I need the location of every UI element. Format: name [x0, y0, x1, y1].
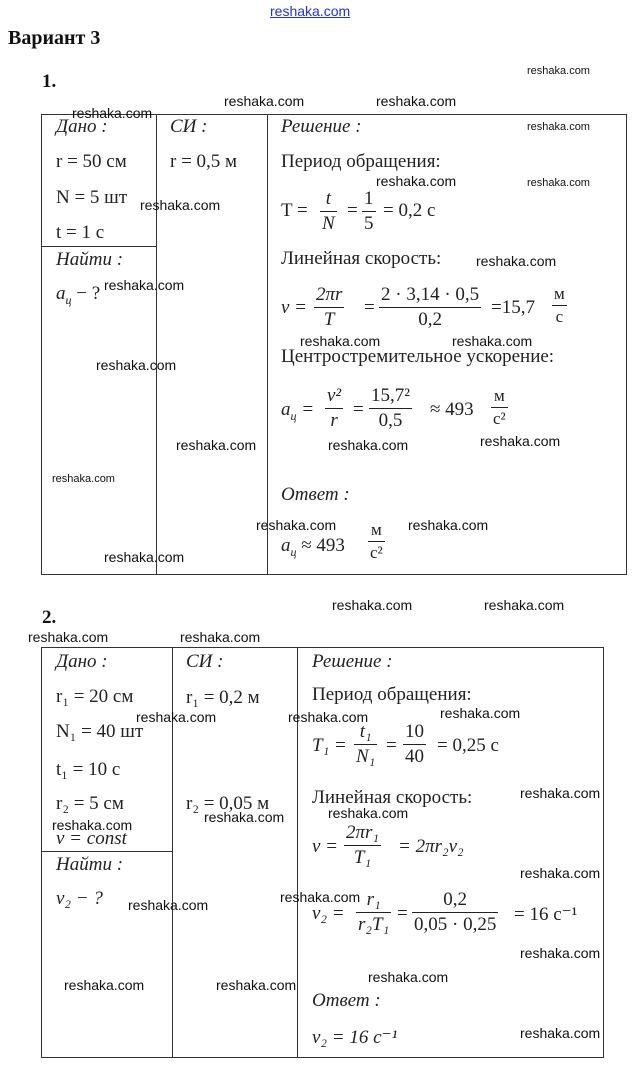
si-item: r₂ = 0,05 м: [186, 793, 270, 814]
numerator: 15,7²: [369, 385, 412, 409]
denominator: 0,2: [418, 309, 442, 330]
watermark: reshaka.com: [180, 629, 261, 645]
denominator: r₂T₁: [358, 914, 390, 935]
denominator: T: [323, 309, 335, 330]
equals-sign: =: [347, 200, 358, 221]
find-symbol: a: [56, 283, 66, 304]
speed-title: Линейная скорость:: [281, 248, 442, 269]
fraction: [379, 284, 481, 331]
numerator: 2 · 3,14 · 0,5: [379, 284, 481, 308]
answer-number: ≈ 493: [301, 535, 345, 556]
denominator: N₁: [356, 746, 376, 767]
unit-numerator: м: [368, 520, 385, 542]
watermark: reshaka.com: [440, 705, 521, 721]
answer-label: Ответ :: [312, 990, 381, 1011]
watermark: reshaka.com: [64, 977, 145, 993]
equals-sign: =: [364, 297, 375, 318]
unit-numerator: м: [491, 386, 508, 408]
find-label: Найти :: [56, 854, 124, 875]
unit-numerator: м: [552, 284, 567, 306]
speed-unit: [552, 284, 567, 327]
watermark: reshaka.com: [328, 805, 409, 821]
fraction: [344, 822, 381, 869]
accel-symbol: a: [281, 399, 291, 420]
fraction: [356, 889, 391, 936]
denominator: 5: [364, 213, 374, 234]
watermark: reshaka.com: [484, 597, 565, 613]
watermark: reshaka.com: [376, 173, 457, 189]
watermark: reshaka.com: [376, 93, 457, 109]
watermark: reshaka.com: [280, 889, 361, 905]
watermark: reshaka.com: [256, 517, 337, 533]
watermark: reshaka.com: [520, 865, 601, 881]
numerator: t₁: [354, 721, 377, 745]
watermark: reshaka.com: [527, 177, 590, 189]
find-rest: − ?: [71, 283, 101, 304]
watermark: reshaka.com: [216, 977, 297, 993]
numerator: 2πr₁: [344, 822, 381, 846]
fraction: [354, 721, 377, 768]
equals-sign: =: [386, 735, 397, 756]
problem-1-divider-find: [41, 246, 157, 247]
page-title: Вариант 3: [8, 27, 101, 49]
unit-denominator: с: [555, 307, 564, 326]
given-item: t₁ = 10 с: [56, 759, 121, 780]
answer-symbol: a: [281, 535, 291, 556]
given-label: Дано :: [56, 651, 108, 672]
fraction: [369, 385, 412, 432]
site-link[interactable]: reshaka.com: [270, 3, 351, 19]
solution-label: Решение :: [281, 116, 362, 137]
watermark: reshaka.com: [104, 277, 185, 293]
find-label: Найти :: [56, 249, 124, 270]
period-lhs: T =: [281, 200, 308, 221]
watermark: reshaka.com: [288, 709, 369, 725]
fraction: [325, 385, 343, 432]
denominator: 40: [405, 746, 424, 767]
given-item: N₁ = 40 шт: [56, 721, 144, 742]
numerator: t: [320, 188, 337, 212]
denominator: T₁: [353, 847, 372, 868]
accel-title: Центростремительное ускорение:: [281, 346, 555, 367]
watermark: reshaka.com: [332, 597, 413, 613]
given-item: N = 5 шт: [56, 187, 128, 208]
fraction: [362, 188, 376, 235]
unit-denominator: с²: [370, 543, 383, 562]
unit-denominator: с²: [493, 409, 506, 428]
equals-sign: =: [397, 903, 408, 924]
problem-1-number: 1.: [42, 71, 57, 92]
numerator: 10: [403, 721, 426, 745]
watermark: reshaka.com: [96, 357, 177, 373]
numerator: 1: [362, 188, 376, 212]
si-label: СИ :: [186, 651, 224, 672]
given-item: r₂ = 5 см: [56, 793, 124, 814]
speed-title: Линейная скорость:: [312, 787, 473, 808]
watermark: reshaka.com: [452, 333, 533, 349]
si-item: r = 0,5 м: [170, 151, 238, 172]
answer-value: [281, 535, 345, 560]
period-lhs: T₁ =: [312, 735, 347, 756]
watermark: reshaka.com: [140, 197, 221, 213]
given-item: r₁ = 20 см: [56, 686, 134, 707]
period-title: Период обращения:: [281, 151, 441, 172]
denominator: 0,05 · 0,25: [414, 914, 497, 935]
watermark: reshaka.com: [328, 437, 409, 453]
period-result: = 0,2 с: [383, 200, 436, 221]
accel-lhs: $a_ц$ =: [281, 399, 315, 423]
watermark: reshaka.com: [300, 333, 381, 349]
watermark: reshaka.com: [368, 969, 449, 985]
given-item: r = 50 см: [56, 151, 127, 172]
watermark: reshaka.com: [520, 945, 601, 961]
watermark: reshaka.com: [408, 517, 489, 533]
problem-1-divider-si: [267, 114, 268, 575]
watermark: reshaka.com: [476, 253, 557, 269]
watermark: reshaka.com: [104, 549, 185, 565]
si-label: СИ :: [170, 116, 208, 137]
denominator: r: [330, 410, 338, 431]
watermark: reshaka.com: [527, 121, 590, 133]
problem-2-divider-find: [41, 851, 173, 852]
watermark: reshaka.com: [527, 65, 590, 77]
numerator: v²: [325, 385, 343, 409]
given-item: v = const: [56, 828, 127, 849]
watermark: reshaka.com: [176, 437, 257, 453]
watermark: reshaka.com: [52, 817, 133, 833]
answer-subscript: ц: [290, 544, 297, 559]
problem-1-divider-given: [156, 114, 157, 575]
numerator: 2πr: [314, 284, 344, 308]
watermark: reshaka.com: [520, 1025, 601, 1041]
watermark: reshaka.com: [224, 93, 305, 109]
fraction: [314, 284, 344, 331]
given-label: Дано :: [56, 116, 108, 137]
accel-unit: [491, 386, 508, 429]
speed-result: = 2πr₂ν₂: [398, 836, 464, 857]
find-item: ν₂ − ?: [56, 888, 103, 909]
find-item: [56, 283, 100, 308]
answer-unit: [368, 520, 385, 563]
watermark: reshaka.com: [520, 785, 601, 801]
equals-sign: =: [353, 399, 364, 420]
given-item: t = 1 с: [56, 222, 105, 243]
answer-label: Ответ :: [281, 484, 350, 505]
period-title: Период обращения:: [312, 684, 472, 705]
period-result: = 0,25 с: [437, 735, 499, 756]
accel-subscript: ц: [290, 408, 297, 423]
nu-lhs: ν₂ =: [312, 903, 345, 924]
fraction: [412, 889, 498, 936]
watermark: reshaka.com: [28, 629, 109, 645]
numerator: 0,2: [412, 889, 498, 913]
speed-lhs: v =: [312, 836, 339, 857]
watermark: reshaka.com: [72, 105, 153, 121]
si-item: r₁ = 0,2 м: [186, 687, 260, 708]
nu-result: = 16 с⁻¹: [514, 904, 578, 925]
denominator: N: [322, 213, 335, 234]
speed-result: =15,7: [491, 297, 535, 318]
watermark: reshaka.com: [128, 897, 209, 913]
watermark: reshaka.com: [52, 473, 115, 485]
fraction: [403, 721, 426, 768]
solution-label: Решение :: [312, 651, 393, 672]
find-subscript: ц: [65, 292, 72, 307]
watermark: reshaka.com: [204, 809, 285, 825]
fraction: [320, 188, 337, 235]
speed-lhs: v =: [281, 297, 308, 318]
problem-2-number: 2.: [42, 607, 57, 628]
watermark: reshaka.com: [136, 709, 217, 725]
numerator: r₁: [356, 889, 391, 913]
denominator: 0,5: [378, 410, 403, 431]
answer-value: ν₂ = 16 с⁻¹: [312, 1027, 398, 1048]
accel-result: ≈ 493: [430, 399, 474, 420]
watermark: reshaka.com: [480, 433, 561, 449]
